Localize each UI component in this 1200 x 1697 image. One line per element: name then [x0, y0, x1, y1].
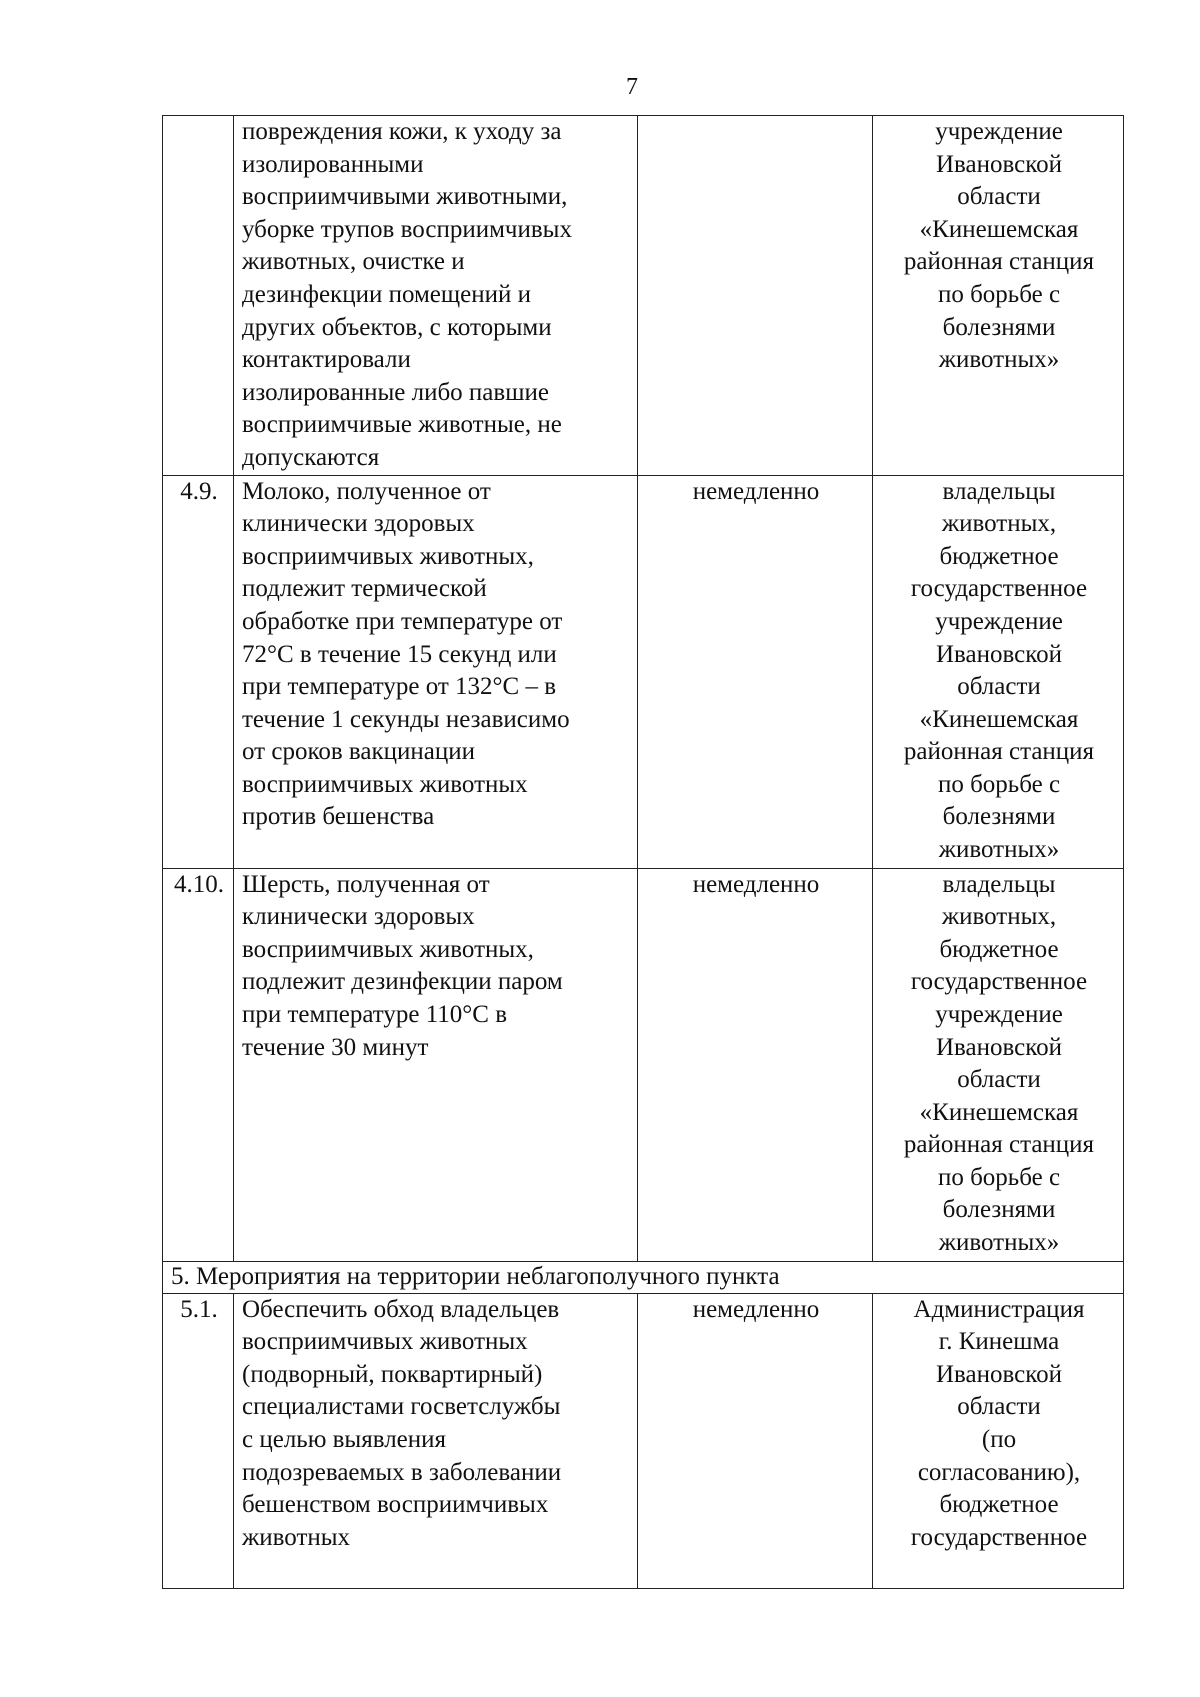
measure-text — [234, 475, 638, 868]
measure-term: немедленно — [638, 1293, 873, 1588]
cell-line: бюджетное — [939, 1491, 1059, 1519]
measure-term: немедленно — [638, 868, 873, 1261]
row-number: 5.1. — [163, 1293, 234, 1588]
cell-line: болезнями — [942, 803, 1056, 831]
cell-line: восприимчивых животных — [242, 1328, 528, 1356]
cell-line: 72°С в течение 15 секунд или — [242, 640, 557, 668]
cell-line: животных, очистке и — [242, 248, 465, 276]
cell-line: других объектов, с которыми — [242, 313, 552, 341]
cell-line: повреждения кожи, к уходу за — [242, 118, 562, 145]
cell-line: клинически здоровых — [242, 510, 475, 538]
cell-line: Ивановской — [935, 1033, 1062, 1061]
section-header-row — [163, 1261, 1124, 1293]
cell-line: районная станция — [903, 1131, 1095, 1159]
measure-responsible — [873, 1293, 1124, 1588]
cell-line: бюджетное — [939, 935, 1059, 963]
cell-line: (по — [981, 1425, 1017, 1453]
measures-table — [162, 115, 1124, 1589]
cell-line: учреждение — [935, 118, 1063, 145]
cell-line: контактировали — [242, 346, 411, 374]
cell-line: «Кинешемская — [919, 215, 1079, 243]
table-row — [163, 868, 1124, 1261]
cell-line: подлежит дезинфекции паром — [242, 968, 563, 996]
cell-line: Администрация — [913, 1295, 1085, 1323]
cell-line: против бешенства — [242, 803, 435, 831]
cell-line: при температуре 110°С в — [242, 1000, 508, 1028]
cell-line: подлежит термической — [242, 575, 487, 603]
cell-line: болезнями — [942, 1196, 1056, 1224]
table-row — [163, 475, 1124, 868]
cell-line: Обеспечить обход владельцев — [242, 1295, 560, 1323]
cell-line: животных» — [938, 1229, 1060, 1257]
measure-term: немедленно — [638, 475, 873, 868]
cell-line: с целью выявления — [242, 1425, 447, 1453]
cell-line: клинически здоровых — [242, 903, 475, 931]
cell-line: государственное — [910, 1523, 1088, 1551]
cell-line: восприимчивых животных, — [242, 542, 534, 570]
cell-line: владельцы — [942, 870, 1056, 898]
cell-line: течение 1 секунды независимо — [242, 705, 570, 733]
cell-line: бешенством восприимчивых — [242, 1491, 549, 1519]
cell-line: Ивановской — [935, 640, 1062, 668]
cell-line: области — [957, 183, 1041, 211]
cell-line: области — [957, 673, 1041, 701]
cell-line: по борьбе с — [937, 770, 1061, 798]
cell-line: животных — [242, 1523, 351, 1551]
cell-line: Ивановской — [935, 1360, 1062, 1388]
cell-line: животных, — [941, 510, 1057, 538]
cell-line: восприимчивых животных, — [242, 935, 534, 963]
cell-line: животных» — [938, 836, 1060, 864]
cell-line: от сроков вакцинации — [242, 738, 475, 766]
cell-line: владельцы — [942, 477, 1056, 505]
cell-line: области — [957, 1066, 1041, 1094]
row-number: 4.9. — [163, 475, 234, 868]
cell-line: Молоко, полученное от — [242, 477, 491, 505]
cell-line: подозреваемых в заболевании — [242, 1458, 562, 1486]
cell-line: дезинфекции помещений и — [242, 280, 532, 308]
cell-line: районная станция — [903, 738, 1095, 766]
cell-line: по борьбе с — [937, 1163, 1061, 1191]
table-row — [163, 116, 1124, 476]
measure-responsible — [873, 116, 1124, 476]
cell-line: при температуре от 132°С – в — [242, 673, 557, 701]
cell-line: Шерсть, полученная от — [242, 870, 490, 898]
table-row — [163, 1293, 1124, 1588]
cell-line: уборке трупов восприимчивых — [242, 215, 572, 243]
cell-line: г. Кинешма — [938, 1328, 1060, 1356]
cell-line: бюджетное — [939, 542, 1059, 570]
cell-line: животных» — [938, 346, 1060, 374]
cell-line: «Кинешемская — [919, 705, 1079, 733]
cell-line: (подворный, поквартирный) — [242, 1360, 543, 1388]
cell-line: области — [957, 1393, 1041, 1421]
section-title: 5. Мероприятия на территории неблагополучного пункта — [163, 1261, 1124, 1293]
cell-line: болезнями — [942, 313, 1056, 341]
cell-line: районная станция — [903, 248, 1095, 276]
cell-line: государственное — [910, 575, 1088, 603]
cell-line: изолированными — [242, 150, 424, 178]
cell-line: по борьбе с — [937, 280, 1061, 308]
row-number: 4.10. — [163, 868, 234, 1261]
measure-responsible — [873, 475, 1124, 868]
cell-line: изолированные либо павшие — [242, 378, 549, 406]
measure-text — [234, 116, 638, 476]
cell-line: обработке при температуре от — [242, 607, 563, 635]
measure-text — [234, 868, 638, 1261]
cell-line: восприимчивых животных — [242, 770, 528, 798]
cell-line: специалистами госветслужбы — [242, 1393, 561, 1421]
cell-line: учреждение — [935, 1000, 1063, 1028]
measure-text — [234, 1293, 638, 1588]
row-number — [163, 116, 234, 476]
cell-line: течение 30 минут — [242, 1033, 429, 1061]
cell-line: восприимчивые животные, не — [242, 411, 562, 439]
cell-line: восприимчивыми животными, — [242, 183, 568, 211]
cell-line: Ивановской — [935, 150, 1062, 178]
page-number: 7 — [626, 74, 638, 100]
measure-responsible — [873, 868, 1124, 1261]
measure-term — [638, 116, 873, 476]
cell-line: учреждение — [935, 607, 1063, 635]
cell-line: государственное — [910, 968, 1088, 996]
cell-line: «Кинешемская — [919, 1098, 1079, 1126]
cell-line: согласованию), — [917, 1458, 1081, 1486]
cell-line: допускаются — [242, 443, 380, 471]
cell-line: животных, — [941, 903, 1057, 931]
